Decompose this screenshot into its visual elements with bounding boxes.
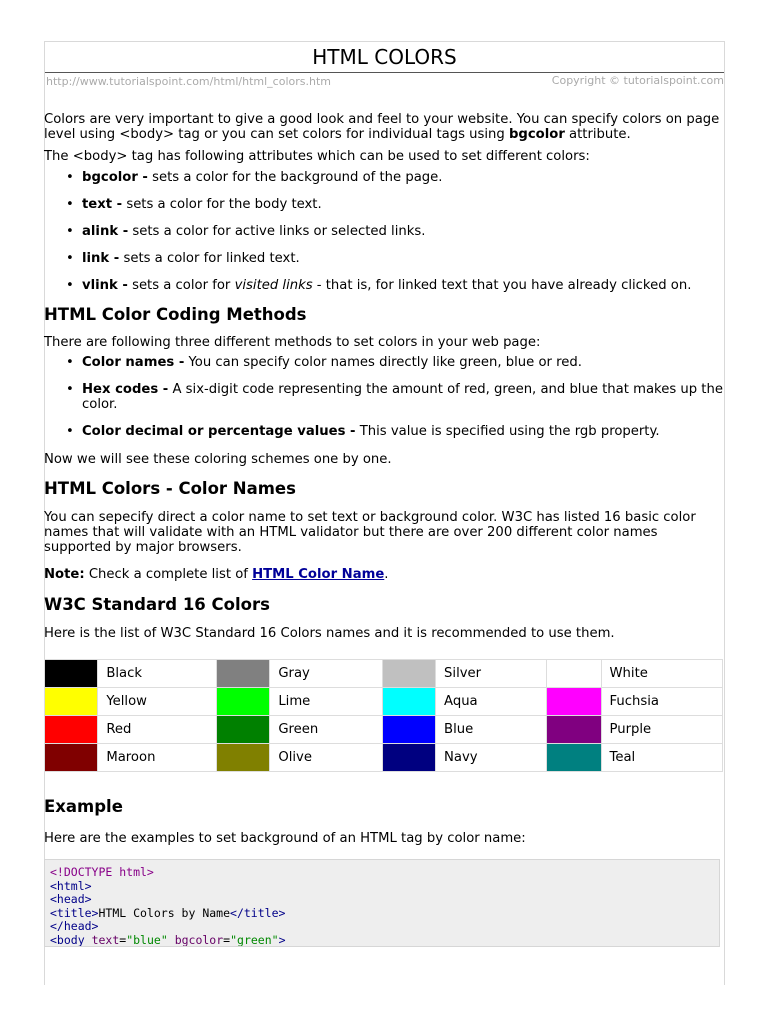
color-swatch bbox=[382, 743, 435, 771]
list-item: • bgcolor - sets a color for the background of the page. bbox=[82, 170, 724, 185]
html-color-name-link[interactable]: HTML Color Name bbox=[252, 567, 385, 583]
color-table bbox=[44, 659, 723, 772]
heading-example: Example bbox=[44, 796, 123, 816]
article-content bbox=[44, 112, 724, 947]
list-item: • vlink - sets a color for visited links - that is, for linked text that you have already clicked on. bbox=[82, 278, 724, 293]
list-item: • Hex codes - A six-digit code representing the amount of red, green, and blue that makes up the color. bbox=[82, 382, 724, 412]
color-name: Gray bbox=[270, 659, 382, 687]
color-name: Aqua bbox=[436, 687, 547, 715]
color-swatch bbox=[547, 743, 601, 771]
color-name: White bbox=[601, 659, 722, 687]
color-swatch bbox=[382, 715, 435, 743]
list-item: • alink - sets a color for active links or selected links. bbox=[82, 224, 724, 239]
color-name: Silver bbox=[436, 659, 547, 687]
list-item: • Color decimal or percentage values - This value is specified using the rgb property. bbox=[82, 424, 724, 439]
color-swatch bbox=[382, 659, 435, 687]
color-swatch bbox=[216, 687, 269, 715]
source-url[interactable]: http://www.tutorialspoint.com/html/html_colors.htm bbox=[46, 75, 331, 88]
color-swatch bbox=[382, 687, 435, 715]
page-title: HTML COLORS bbox=[312, 45, 457, 69]
body-attributes-intro: The <body> tag has following attributes which can be used to set different colors: bbox=[44, 149, 590, 165]
color-name: Navy bbox=[436, 743, 547, 771]
note: Note: Check a complete list of HTML Color Name. bbox=[44, 567, 389, 583]
methods-list bbox=[44, 355, 724, 440]
example-intro: Here are the examples to set background of an HTML tag by color name: bbox=[44, 830, 526, 846]
color-name: Yellow bbox=[98, 687, 217, 715]
w3c-intro: Here is the list of W3C Standard 16 Colors names and it is recommended to use them. bbox=[44, 625, 615, 641]
code-block: <!DOCTYPE html> <html> <head> <title>HTML Colors by Name</title> </head> <body text="blue" bgcolor="green"> bbox=[44, 859, 720, 947]
color-swatch bbox=[216, 743, 269, 771]
list-item: • text - sets a color for the body text. bbox=[82, 197, 724, 212]
table-row bbox=[45, 687, 723, 715]
color-name: Green bbox=[270, 715, 382, 743]
list-item: • link - sets a color for linked text. bbox=[82, 251, 724, 266]
color-name: Fuchsia bbox=[601, 687, 722, 715]
color-name: Olive bbox=[270, 743, 382, 771]
table-row bbox=[45, 715, 723, 743]
title-divider bbox=[45, 72, 724, 73]
heading-w3c-colors: W3C Standard 16 Colors bbox=[44, 594, 270, 614]
color-swatch bbox=[45, 715, 98, 743]
color-name: Blue bbox=[436, 715, 547, 743]
color-swatch bbox=[216, 659, 269, 687]
methods-intro: There are following three different methods to set colors in your web page: bbox=[44, 334, 541, 350]
color-name: Red bbox=[98, 715, 217, 743]
color-swatch bbox=[216, 715, 269, 743]
heading-color-names: HTML Colors - Color Names bbox=[44, 478, 296, 498]
color-name: Black bbox=[98, 659, 217, 687]
list-item: • Color names - You can specify color names directly like green, blue or red. bbox=[82, 355, 724, 370]
table-row bbox=[45, 743, 723, 771]
color-name: Teal bbox=[601, 743, 722, 771]
body-attributes-list bbox=[44, 170, 724, 294]
methods-outro: Now we will see these coloring schemes one by one. bbox=[44, 451, 392, 467]
intro-paragraph: Colors are very important to give a good look and feel to your website. You can specify colors on page level using <body> tag or you can set colors for individual tags using bgcolor attribute. bbox=[44, 112, 720, 143]
color-swatch bbox=[45, 687, 98, 715]
color-swatch bbox=[547, 659, 601, 687]
color-swatch bbox=[547, 687, 601, 715]
color-swatch bbox=[547, 715, 601, 743]
color-name: Purple bbox=[601, 715, 722, 743]
copyright: Copyright © tutorialspoint.com bbox=[551, 74, 724, 87]
heading-coding-methods: HTML Color Coding Methods bbox=[44, 304, 307, 324]
table-row bbox=[45, 659, 723, 687]
color-name: Lime bbox=[270, 687, 382, 715]
color-swatch bbox=[45, 743, 98, 771]
color-names-paragraph: You can sepecify direct a color name to set text or background color. W3C has listed 16 basic color names that will validate with an HTML validator but there are over 200 different color names supported by major browsers. bbox=[44, 509, 696, 556]
color-swatch bbox=[45, 659, 98, 687]
color-name: Maroon bbox=[98, 743, 217, 771]
